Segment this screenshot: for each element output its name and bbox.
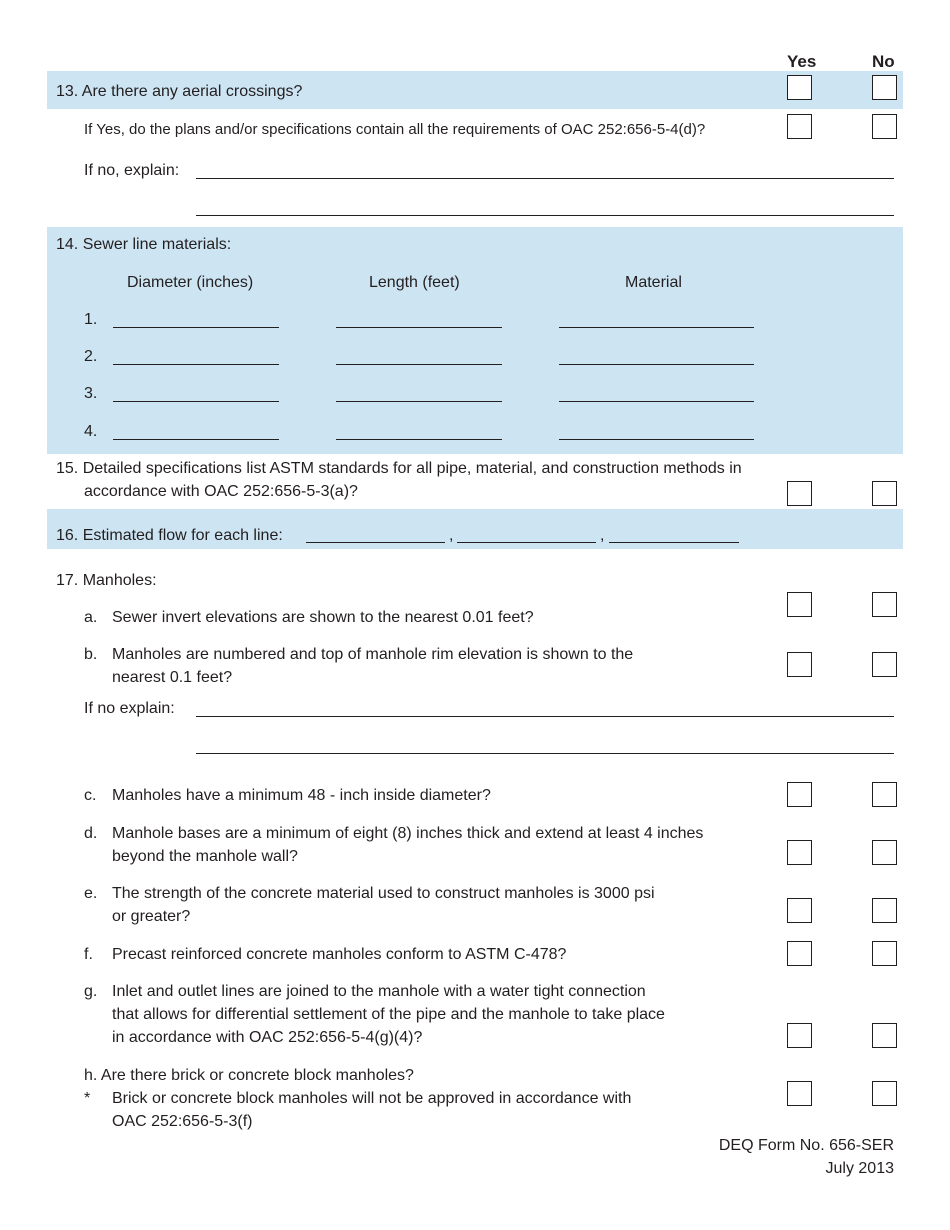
q17d-yes-checkbox[interactable] xyxy=(787,840,812,865)
q17b-label: b. xyxy=(84,646,98,663)
row-number: 4. xyxy=(84,423,98,440)
q17e-yes-checkbox[interactable] xyxy=(787,898,812,923)
col-length-header: Length (feet) xyxy=(369,274,460,291)
no-header: No xyxy=(872,52,895,71)
q17-explain-line-1[interactable] xyxy=(196,716,894,717)
q16-question: 16. Estimated flow for each line: xyxy=(56,527,283,544)
q17b-no-checkbox[interactable] xyxy=(872,652,897,677)
q17g-text-line3: in accordance with OAC 252:656-5-4(g)(4)? xyxy=(112,1029,423,1046)
diameter-field[interactable] xyxy=(113,364,279,365)
material-field[interactable] xyxy=(559,401,754,402)
q17a-yes-checkbox[interactable] xyxy=(787,592,812,617)
q17d-label: d. xyxy=(84,825,98,842)
q17g-label: g. xyxy=(84,983,98,1000)
q17e-text-line1: The strength of the concrete material used to construct manholes is 3000 psi xyxy=(112,885,655,902)
q15-yes-checkbox[interactable] xyxy=(787,481,812,506)
q17h-question: h. Are there brick or concrete block manholes? xyxy=(84,1067,414,1084)
q17h-no-checkbox[interactable] xyxy=(872,1081,897,1106)
q13-sub-yes-checkbox[interactable] xyxy=(787,114,812,139)
q17d-no-checkbox[interactable] xyxy=(872,840,897,865)
q17c-label: c. xyxy=(84,787,97,804)
diameter-field[interactable] xyxy=(113,439,279,440)
flow-separator: , xyxy=(449,527,454,544)
material-field[interactable] xyxy=(559,364,754,365)
col-material-header: Material xyxy=(625,274,682,291)
q17d-text-line1: Manhole bases are a minimum of eight (8) inches thick and extend at least 4 inches xyxy=(112,825,704,842)
yes-header: Yes xyxy=(787,52,817,71)
q15-question-line1: 15. Detailed specifications list ASTM standards for all pipe, material, and construction methods in xyxy=(56,460,742,477)
material-field[interactable] xyxy=(559,327,754,328)
q17f-yes-checkbox[interactable] xyxy=(787,941,812,966)
q17g-no-checkbox[interactable] xyxy=(872,1023,897,1048)
col-diameter-header: Diameter (inches) xyxy=(127,274,254,291)
q15-question-line2: accordance with OAC 252:656-5-3(a)? xyxy=(84,483,358,500)
q13-sub-question: If Yes, do the plans and/or specifications contain all the requirements of OAC 252:656-5-4(d)? xyxy=(84,121,706,138)
q17c-yes-checkbox[interactable] xyxy=(787,782,812,807)
q17b-text-line2: nearest 0.1 feet? xyxy=(112,669,233,686)
q17h-note-line2: OAC 252:656-5-3(f) xyxy=(112,1113,253,1130)
q17a-no-checkbox[interactable] xyxy=(872,592,897,617)
q13-explain-label: If no, explain: xyxy=(84,162,180,179)
q13-yes-checkbox[interactable] xyxy=(787,75,812,100)
length-field[interactable] xyxy=(336,327,502,328)
flow-field-3[interactable] xyxy=(609,542,739,543)
length-field[interactable] xyxy=(336,364,502,365)
row-number: 1. xyxy=(84,311,98,328)
q13-explain-line-2[interactable] xyxy=(196,215,894,216)
q17f-label: f. xyxy=(84,946,93,963)
q17d-text-line2: beyond the manhole wall? xyxy=(112,848,298,865)
q17h-note-line1: Brick or concrete block manholes will not be approved in accordance with xyxy=(112,1090,632,1107)
q17e-no-checkbox[interactable] xyxy=(872,898,897,923)
q17a-label: a. xyxy=(84,609,98,626)
q17g-text-line1: Inlet and outlet lines are joined to the manhole with a water tight connection xyxy=(112,983,646,1000)
q17e-label: e. xyxy=(84,885,98,902)
row-number: 3. xyxy=(84,385,98,402)
q17-explain-label: If no explain: xyxy=(84,700,175,717)
length-field[interactable] xyxy=(336,401,502,402)
q14-band xyxy=(47,227,903,454)
q13-sub-no-checkbox[interactable] xyxy=(872,114,897,139)
flow-separator: , xyxy=(600,527,605,544)
q17b-text-line1: Manholes are numbered and top of manhole rim elevation is shown to the xyxy=(112,646,634,663)
q17e-text-line2: or greater? xyxy=(112,908,191,925)
q13-explain-line-1[interactable] xyxy=(196,178,894,179)
flow-field-1[interactable] xyxy=(306,542,445,543)
row-number: 2. xyxy=(84,348,98,365)
q15-no-checkbox[interactable] xyxy=(872,481,897,506)
q17h-note-marker: * xyxy=(84,1090,91,1107)
flow-field-2[interactable] xyxy=(457,542,596,543)
q17-question: 17. Manholes: xyxy=(56,572,157,589)
q13-no-checkbox[interactable] xyxy=(872,75,897,100)
form-number: DEQ Form No. 656-SER xyxy=(718,1137,894,1154)
q17-explain-line-2[interactable] xyxy=(196,753,894,754)
length-field[interactable] xyxy=(336,439,502,440)
material-field[interactable] xyxy=(559,439,754,440)
form-date: July 2013 xyxy=(825,1160,894,1177)
q13-question: 13. Are there any aerial crossings? xyxy=(56,83,303,100)
q17f-no-checkbox[interactable] xyxy=(872,941,897,966)
q17b-yes-checkbox[interactable] xyxy=(787,652,812,677)
q17c-no-checkbox[interactable] xyxy=(872,782,897,807)
diameter-field[interactable] xyxy=(113,327,279,328)
q17g-text-line2: that allows for differential settlement of the pipe and the manhole to take place xyxy=(112,1006,665,1023)
q17g-yes-checkbox[interactable] xyxy=(787,1023,812,1048)
q14-question: 14. Sewer line materials: xyxy=(56,236,232,253)
q17h-yes-checkbox[interactable] xyxy=(787,1081,812,1106)
q17c-text: Manholes have a minimum 48 - inch inside diameter? xyxy=(112,787,491,804)
q17a-text: Sewer invert elevations are shown to the nearest 0.01 feet? xyxy=(112,609,534,626)
diameter-field[interactable] xyxy=(113,401,279,402)
q17f-text: Precast reinforced concrete manholes conform to ASTM C-478? xyxy=(112,946,567,963)
